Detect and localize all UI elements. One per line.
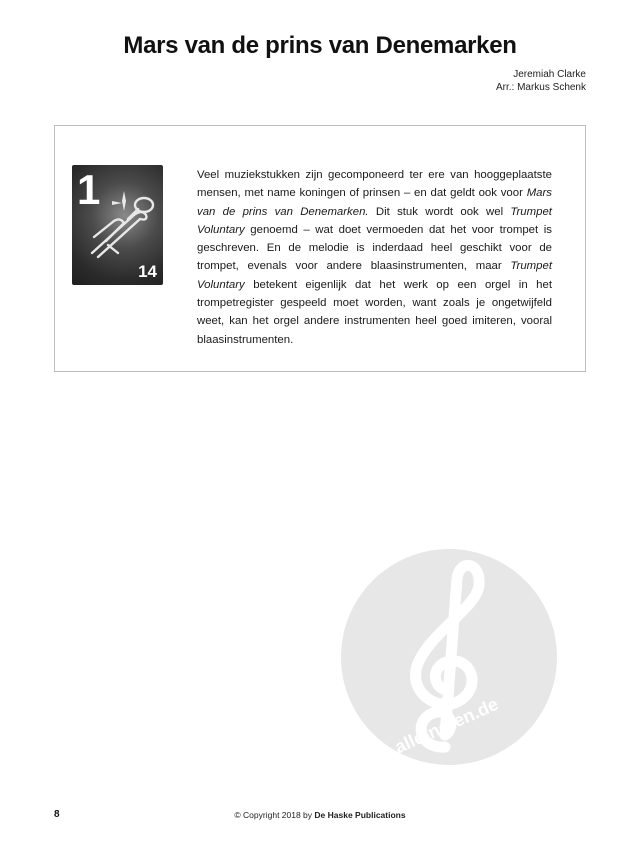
watermark — [341, 549, 557, 765]
intro-paragraph — [197, 166, 552, 349]
text-run: Veel muziekstukken zijn gecomponeerd ter ere van hooggeplaatste mensen, met name koningen of prinsen – en dat geldt ook voor — [197, 169, 552, 200]
track-number: 14 — [138, 262, 157, 281]
info-box — [54, 125, 586, 372]
composer-credit: Jeremiah Clarke — [513, 69, 586, 80]
page-title: Mars van de prins van Denemarken — [123, 32, 517, 59]
arranger-credit: Arr.: Markus Schenk — [495, 82, 586, 93]
watermark-text: alle-noten.de — [391, 693, 502, 758]
italic-title: Trumpet Voluntary — [197, 205, 552, 236]
page-number: 8 — [54, 809, 60, 820]
level-number: 1 — [77, 166, 101, 213]
copyright-text: © Copyright 2018 by — [234, 810, 315, 820]
italic-title: Mars van de prins van Denemarken. — [197, 187, 552, 218]
credits — [496, 68, 586, 94]
copyright-notice — [0, 810, 640, 820]
track-badge — [72, 165, 163, 285]
text-run: betekent eigenlijk dat het werk op een orgel in het trompetregister gespeeld moet worden, want zoals je ongetwijfeld weet, kan het orgel andere instrumenten heel goed imiteren, vooral blaasinstrumenten. — [197, 278, 552, 346]
text-run: Dit stuk wordt ook wel — [368, 205, 511, 218]
italic-title: Trumpet Voluntary — [197, 260, 552, 291]
publisher-name: De Haske Publications — [314, 810, 406, 820]
text-run: genoemd – wat doet vermoeden dat het voor trompet is geschreven. En de melodie is inderdaad heel geschikt voor de trompet, evenals voor andere blaasinstrumenten, maar — [197, 223, 552, 273]
